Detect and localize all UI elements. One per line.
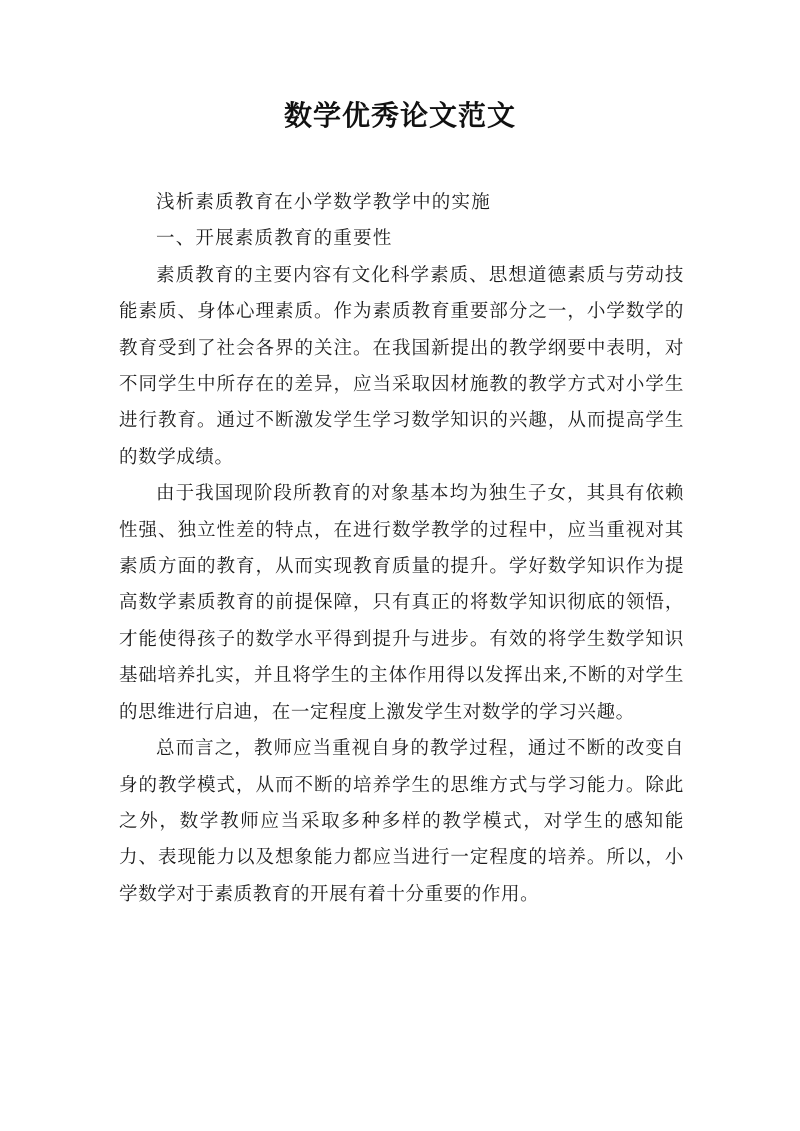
document-title: 数学优秀论文范文	[283, 99, 516, 132]
section-heading: 一、开展素质教育的重要性	[156, 228, 393, 250]
article-subtitle: 浅析素质教育在小学数学教学中的实施	[156, 192, 491, 213]
body-paragraph: 素质教育的主要内容有文化科学素质、思想道德素质与劳动技能素质、身体心理素质。作为素质教育重要部分之一，小学数学的教育受到了社会各界的关注。在我国新提出的教学纲要中表明，对不同学生中所存在的差异，应当采取因材施教的教学方式对小学生进行教育。通过不断激发学生学习数学知识的兴趣，从而提高学生的数学成绩。	[119, 264, 684, 468]
document-body	[119, 185, 684, 913]
body-paragraph: 总而言之，教师应当重视自身的教学过程，通过不断的改变自身的教学模式，从而不断的培养学生的思维方式与学习能力。除此之外，数学教师应当采取多种多样的教学模式，对学生的感知能力、表现能力以及想象能力都应当进行一定程度的培养。所以，小学数学对于素质教育的开展有着十分重要的作用。	[119, 738, 684, 905]
body-paragraph: 由于我国现阶段所教育的对象基本均为独生子女，其具有依赖性强、独立性差的特点，在进行数学教学的过程中，应当重视对其素质方面的教育，从而实现教育质量的提升。学好数学知识作为提高数学素质教育的前提保障，只有真正的将数学知识彻底的领悟，才能使得孩子的数学水平得到提升与进步。有效的将学生数学知识基础培养扎实，并且将学生的主体作用得以发挥出来,不断的对学生的思维进行启迪，在一定程度上激发学生对数学的学习兴趣。	[119, 483, 684, 723]
